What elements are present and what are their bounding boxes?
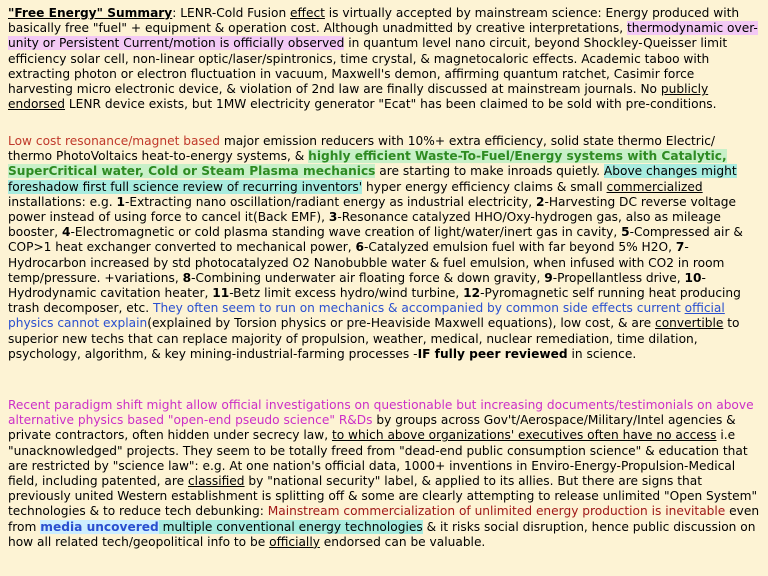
item-text: -Electromagnetic or cold plasma standing wave creation of light/water/inert gas in cavity, — [70, 225, 622, 240]
text-side-effects: They often seem to run on mechanics & accompanied by common side effects current — [153, 301, 685, 316]
item-number: 2 — [535, 194, 545, 209]
text-peer-reviewed: IF fully peer reviewed — [417, 346, 568, 361]
text: i.e "unacknowledged" projects. They seem to be totally freed from "dead-end public consumption science" & education that are restricted by "science law": e.g. At one nation's official data, 1000+ inventions in Enviro-Energy-Propulsion-Medical field, including patented, are — [8, 428, 748, 489]
text-official: official — [684, 301, 725, 316]
item-number: 4 — [62, 225, 71, 240]
highlight-science-review: Above changes might foreshadow first full science review of recurring inventors' — [8, 164, 737, 194]
text-commercialized: commercialized — [606, 179, 703, 194]
item-number: 5 — [621, 225, 630, 240]
text: : LENR-Cold Fusion — [172, 6, 291, 20]
item-text: -Pyromagnetic self running heat producing trash decomposer, etc. — [8, 286, 741, 316]
summary-title: "Free Energy" Summary — [8, 6, 173, 20]
item-number: 12 — [463, 286, 481, 301]
text: to superior new techs that can replace majority of propulsion, weather, medical, nuclear remediation, time dilation, psychology, algorithm, & key mining-industrial-farming processes - — [8, 316, 740, 361]
item-number: 7 — [675, 240, 685, 255]
text-paradigm-shift: Recent paradigm shift might allow official investigations on questionable but increasing documents/testimonials on above alternative physics based "open-end pseudo science" R&Ds — [8, 398, 754, 428]
item-text: -Betz limit excess hydro/wind turbine, — [229, 286, 464, 301]
text: even from — [8, 504, 760, 534]
text: are starting to make inroads quietly. — [375, 164, 604, 179]
text-no-access: to which above organizations' executives often have no access — [331, 428, 717, 443]
item-number: 10 — [684, 270, 702, 285]
item-number: 3 — [328, 210, 338, 225]
text-cannot-explain: physics cannot explain — [8, 316, 148, 331]
item-text: -Extracting nano oscillation/radiant energy as industrial electricity, — [124, 194, 536, 209]
highlight-over-unity: thermodynamic over-unity or Persistent Current/motion is officially observed — [8, 21, 758, 51]
item-number: 1 — [116, 194, 125, 209]
item-text: -Propellantless drive, — [552, 270, 685, 285]
text: (explained by Torsion physics or pre-Heaviside Maxwell equations), low cost, & are — [147, 316, 656, 331]
paragraph-installations — [8, 134, 762, 362]
text: major emission reducers with 10%+ extra efficiency, solid state thermo Electric/ thermo PhotoVoltaics heat-to-energy systems, & — [8, 134, 716, 164]
item-text: -Compressed air & COP>1 heat exchanger converted to mechanical power, — [8, 225, 743, 255]
text-publicly-endorsed: publicly endorsed — [8, 82, 709, 112]
text: installations: e.g. — [8, 194, 117, 209]
item-text: -Hydrodynamic cavitation heater, — [8, 270, 706, 301]
text-officially: officially — [269, 534, 320, 549]
text-classified: classified — [187, 474, 245, 489]
text: in quantum level nano circuit, beyond Shockley-Queisser limit efficiency solar cell, non-linear optic/laser/spintronics, time crystal, & magnetocaloric effects. Academic taboo with extracting photon or electron fluctuation in vacuum, Maxwell's demon, affirming quantum ratchet, Casimir force harvesting micro electronic device, & violation of 2nd law are finally discussed at mainstream journals. No — [8, 36, 728, 97]
item-text: -Catalyzed emulsion fuel with far beyond 5% H2O, — [363, 240, 676, 255]
item-number: 6 — [355, 240, 364, 255]
item-number: 11 — [212, 286, 230, 301]
text-convertible: convertible — [655, 316, 724, 331]
item-number: 8 — [182, 270, 192, 285]
highlight-conventional-tech: multiple conventional energy technologies — [158, 519, 423, 534]
paragraph-free-energy-summary — [8, 6, 762, 112]
text: endorsed can be valuable. — [319, 534, 486, 549]
text-low-cost-resonance: Low cost resonance/magnet based — [8, 134, 221, 148]
text: LENR device exists, but 1MW electricity generator "Ecat" has been claimed to be sold with pre-conditions. — [65, 97, 717, 112]
text: by groups across Gov't/Aerospace/Military/Intel agencies & private contractors, often hidden under secrecy law, — [8, 413, 736, 443]
item-text: -Combining underwater air floating force & down gravity, — [191, 270, 545, 285]
highlight-waste-to-fuel: highly efficient Waste-To-Fuel/Energy systems with Catalytic, SuperCritical water, Cold or Steam Plasma mechanics — [8, 149, 727, 179]
text: is virtually accepted by mainstream science: Energy produced with basically free "fuel" + equipment & operation cost. Although unadmitted by creative interpretations, — [8, 6, 740, 36]
text: by "national security" label, & applied to its allies. But there are signs that previously united Western establishment is splitting off & some are clearly attempting to release unlimited "Open System" technologies & to reduce tech debunking: — [8, 474, 758, 519]
item-text: -Hydrocarbon increased by std photocatalyzed O2 Nanobubble water & fuel emulsion, when infused with CO2 in room temp/pressure. +variations, — [8, 240, 725, 285]
highlight-media-uncovered: media uncovered — [40, 519, 159, 534]
item-text: -Resonance catalyzed HHO/Oxy-hydrogen gas, also as mileage booster, — [8, 210, 721, 240]
text: in science. — [567, 346, 637, 361]
text: & it risks social disruption, hence public discussion on how all related tech/geopolitical info to be — [8, 519, 756, 549]
text-inevitable: Mainstream commercialization of unlimited energy production is inevitable — [267, 504, 726, 519]
item-text: -Harvesting DC reverse voltage power instead of using force to cancel it(Back EMF), — [8, 194, 737, 225]
text-effect: effect — [290, 6, 325, 20]
paragraph-paradigm-shift — [8, 398, 762, 550]
text: hyper energy efficiency claims & small — [362, 179, 607, 194]
item-number: 9 — [544, 270, 553, 285]
